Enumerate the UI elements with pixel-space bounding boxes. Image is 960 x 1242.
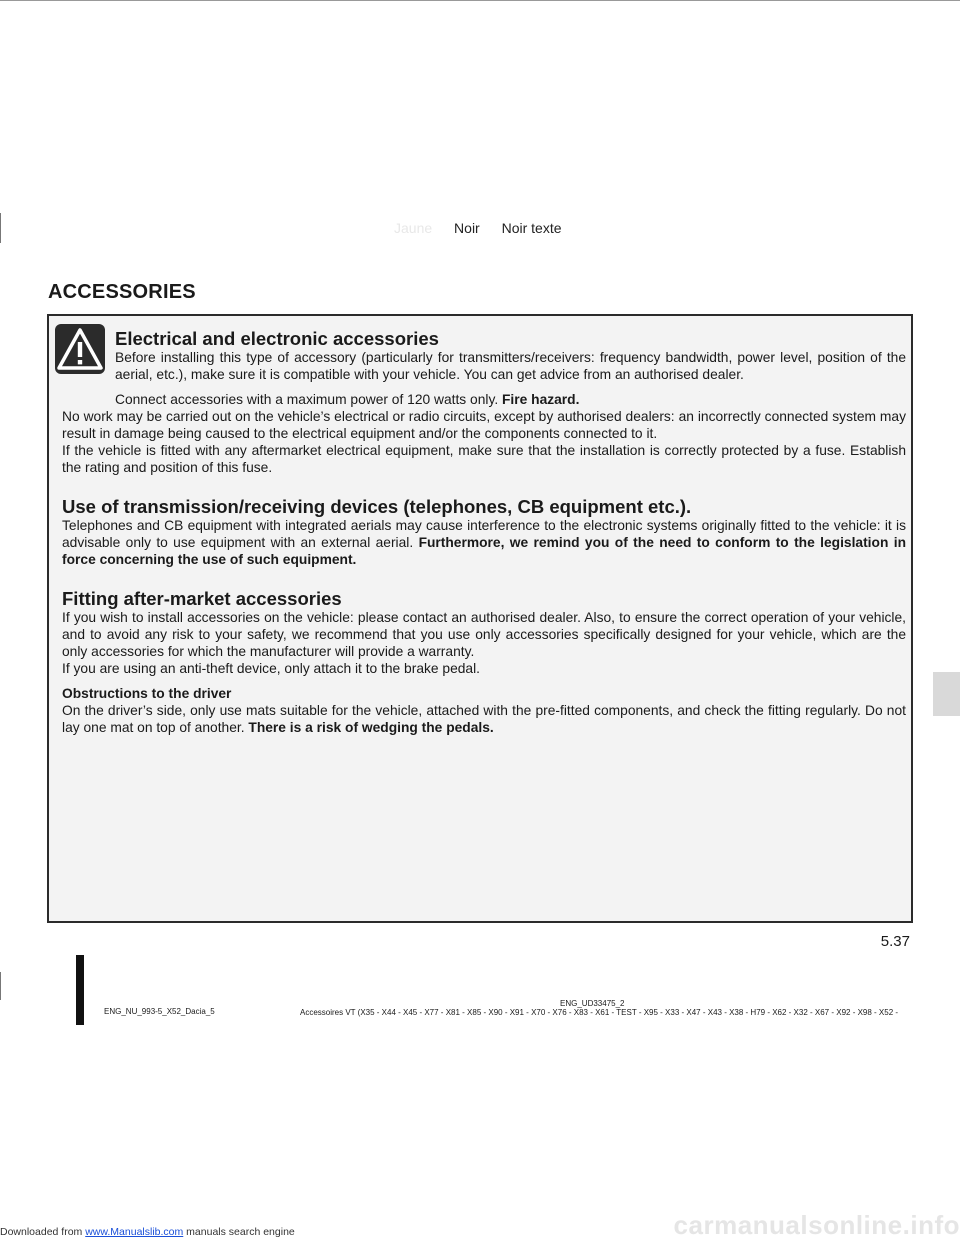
transmission-paragraph-1: Telephones and CB equipment with integrated aerials may cause interference to the electronic systems originally fitted to the vehicle: it is advisable only to use equipment with an external aerial. Furthermore, we remind you of the need to conform to the legislation in force concerning the use of such equipment. — [62, 518, 906, 567]
section-heading-fitting: Fitting after-market accessories — [62, 588, 342, 609]
download-banner: Downloaded from www.Manualslib.com manuals search engine — [0, 1226, 295, 1238]
page-title: ACCESSORIES — [48, 281, 196, 303]
color-separation-labels — [394, 220, 580, 236]
electrical-paragraph-4: If the vehicle is fitted with any aftermarket electrical equipment, make sure that the installation is correctly protected by a fuse. Establish the rating and position of this fuse. — [62, 443, 906, 475]
section-heading-transmission: Use of transmission/receiving devices (telephones, CB equipment etc.). — [62, 496, 692, 517]
footer-reference: ENG_UD33475_2 — [560, 999, 625, 1008]
page-number: 5.37 — [880, 933, 910, 950]
electrical-paragraph-3: No work may be carried out on the vehicle’s electrical or radio circuits, except by authorised dealers: an incorrectly connected system may result in damage being caused to the electrical equipment and/or the components connected to it. — [62, 409, 906, 441]
warning-box — [47, 314, 913, 923]
color-label-jaune: Jaune — [394, 220, 433, 236]
top-rule — [0, 0, 960, 1]
footer-bar — [76, 955, 84, 1025]
watermark: carmanualsonline.info — [673, 1210, 960, 1240]
warning-box-content — [62, 328, 906, 736]
fitting-paragraph-3: On the driver’s side, only use mats suitable for the vehicle, attached with the pre-fitted components, and check the fitting regularly. Do not lay one mat on top of another. There is a risk of wedging the pedals. — [62, 703, 906, 735]
fitting-paragraph-1: If you wish to install accessories on the vehicle: please contact an authorised dealer. Also, to ensure the correct operation of your vehicle, and to avoid any risk to your safety, we recommend that you use only accessories specifically designed for your vehicle, which are the only accessories for which the manufacturer will provide a warranty. — [62, 610, 906, 659]
color-label-noir: Noir — [454, 220, 480, 236]
fitting-sub-heading: Obstructions to the driver — [62, 686, 232, 701]
chapter-tab — [933, 672, 960, 716]
electrical-paragraph-2: Connect accessories with a maximum power of 120 watts only. Fire hazard. — [115, 392, 580, 407]
crop-mark — [0, 213, 1, 243]
fitting-paragraph-2: If you are using an anti-theft device, only attach it to the brake pedal. — [62, 661, 480, 676]
electrical-paragraph-1: Before installing this type of accessory (particularly for transmitters/receivers: frequency bandwidth, power level, position of the aerial, etc.), make sure it is compatible with your vehicle. You can get advice from an authorised dealer. — [115, 350, 906, 382]
section-heading-electrical: Electrical and electronic accessories — [115, 328, 439, 349]
footer-document-code: ENG_NU_993-5_X52_Dacia_5 — [104, 1007, 215, 1016]
color-label-noir-texte: Noir texte — [501, 220, 562, 236]
crop-mark — [0, 972, 1, 1000]
manualslib-link[interactable]: www.Manualslib.com — [85, 1226, 184, 1238]
footer-model-list: Accessoires VT (X35 - X44 - X45 - X77 - X81 - X85 - X90 - X91 - X70 - X76 - X83 - X61 - TEST - X95 - X33 - X47 - X43 - X38 - H79 - X62 - X32 - X67 - X92 - X98 - X52 - — [300, 1008, 899, 1017]
